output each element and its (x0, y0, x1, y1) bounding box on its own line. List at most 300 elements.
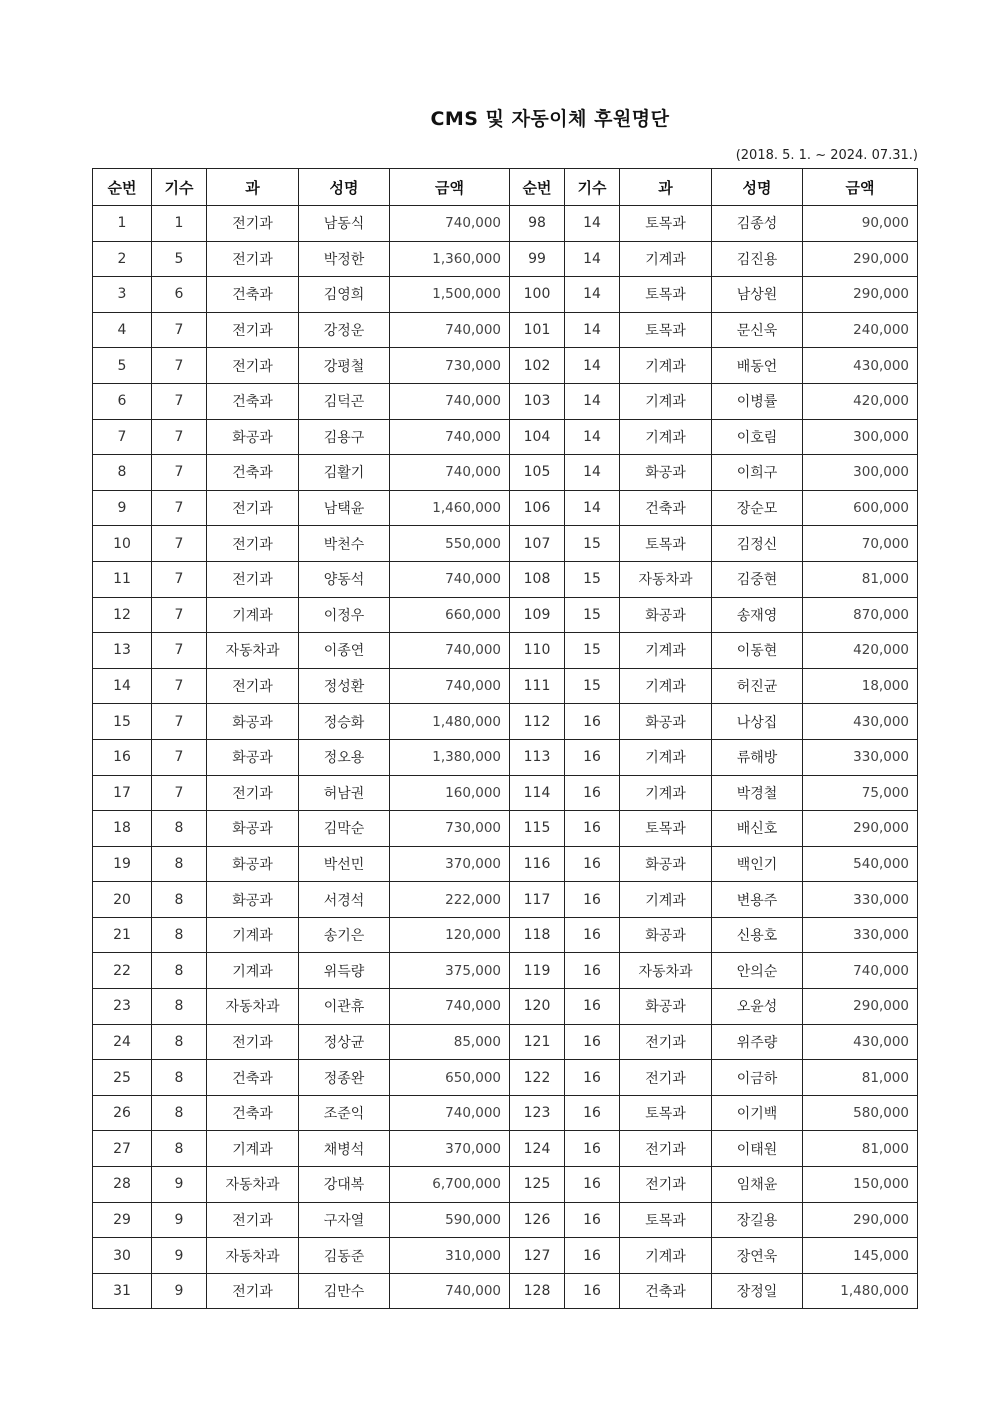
table-row (93, 312, 918, 348)
cell-amount-right: 540,000 (803, 846, 918, 882)
cell-cohort-left: 9 (152, 1273, 207, 1309)
cell-dept-right: 기계과 (620, 1238, 712, 1274)
cell-seq-left: 30 (93, 1238, 152, 1274)
cell-dept-left: 화공과 (207, 704, 299, 740)
cell-name-right: 김진용 (712, 241, 803, 277)
cell-name-left: 양동석 (299, 561, 390, 597)
table-row (93, 846, 918, 882)
cell-amount-left: 1,360,000 (390, 241, 510, 277)
cell-amount-right: 870,000 (803, 597, 918, 633)
cell-amount-right: 290,000 (803, 241, 918, 277)
cell-name-right: 이동현 (712, 633, 803, 669)
cell-dept-left: 건축과 (207, 277, 299, 313)
table-row (93, 206, 918, 242)
cell-dept-left: 건축과 (207, 383, 299, 419)
cell-name-left: 김활기 (299, 455, 390, 491)
cell-amount-right: 70,000 (803, 526, 918, 562)
cell-seq-left: 12 (93, 597, 152, 633)
cell-seq-right: 116 (510, 846, 565, 882)
cell-dept-right: 토목과 (620, 811, 712, 847)
table-row (93, 1095, 918, 1131)
cell-seq-right: 122 (510, 1060, 565, 1096)
cell-name-right: 김종성 (712, 206, 803, 242)
cell-amount-left: 375,000 (390, 953, 510, 989)
cell-amount-right: 600,000 (803, 490, 918, 526)
cell-dept-left: 전기과 (207, 526, 299, 562)
table-header-row (93, 169, 918, 206)
table-row (93, 526, 918, 562)
cell-amount-left: 550,000 (390, 526, 510, 562)
cell-name-left: 구자열 (299, 1202, 390, 1238)
cell-seq-right: 119 (510, 953, 565, 989)
cell-seq-left: 1 (93, 206, 152, 242)
cell-cohort-right: 16 (565, 953, 620, 989)
cell-amount-left: 660,000 (390, 597, 510, 633)
cell-cohort-left: 8 (152, 1131, 207, 1167)
cell-cohort-left: 7 (152, 704, 207, 740)
cell-dept-right: 화공과 (620, 597, 712, 633)
cell-name-right: 임채윤 (712, 1167, 803, 1203)
table-body (93, 206, 918, 1309)
table-row (93, 490, 918, 526)
table-row (93, 1167, 918, 1203)
cell-name-right: 이병률 (712, 383, 803, 419)
cell-amount-left: 740,000 (390, 561, 510, 597)
cell-name-right: 장길용 (712, 1202, 803, 1238)
cell-cohort-right: 16 (565, 704, 620, 740)
cell-name-right: 이금하 (712, 1060, 803, 1096)
cell-dept-right: 기계과 (620, 348, 712, 384)
cell-cohort-left: 8 (152, 953, 207, 989)
table-row (93, 455, 918, 491)
table-row (93, 989, 918, 1025)
cell-amount-right: 81,000 (803, 1131, 918, 1167)
cell-seq-right: 115 (510, 811, 565, 847)
cell-dept-left: 건축과 (207, 455, 299, 491)
cell-name-left: 김덕곤 (299, 383, 390, 419)
cell-seq-left: 18 (93, 811, 152, 847)
cell-cohort-right: 15 (565, 526, 620, 562)
cell-name-right: 류해방 (712, 739, 803, 775)
cell-name-left: 김영희 (299, 277, 390, 313)
cell-name-left: 김용구 (299, 419, 390, 455)
cell-name-right: 장정일 (712, 1273, 803, 1309)
cell-amount-left: 310,000 (390, 1238, 510, 1274)
cell-amount-left: 650,000 (390, 1060, 510, 1096)
cell-seq-right: 107 (510, 526, 565, 562)
cell-cohort-right: 14 (565, 206, 620, 242)
table-row (93, 917, 918, 953)
cell-cohort-left: 7 (152, 561, 207, 597)
cell-cohort-right: 16 (565, 1202, 620, 1238)
header-amount-2: 금액 (803, 169, 918, 206)
cell-cohort-right: 14 (565, 241, 620, 277)
table-row (93, 561, 918, 597)
cell-amount-right: 330,000 (803, 882, 918, 918)
cell-dept-left: 전기과 (207, 241, 299, 277)
cell-cohort-right: 16 (565, 989, 620, 1025)
cell-dept-left: 기계과 (207, 917, 299, 953)
cell-name-left: 채병석 (299, 1131, 390, 1167)
cell-seq-left: 23 (93, 989, 152, 1025)
cell-seq-left: 4 (93, 312, 152, 348)
cell-cohort-right: 14 (565, 490, 620, 526)
cell-dept-right: 건축과 (620, 490, 712, 526)
cell-cohort-left: 7 (152, 739, 207, 775)
cell-amount-right: 240,000 (803, 312, 918, 348)
cell-amount-right: 330,000 (803, 739, 918, 775)
cell-amount-left: 740,000 (390, 419, 510, 455)
cell-dept-left: 자동차과 (207, 1167, 299, 1203)
header-seq: 순번 (93, 169, 152, 206)
cell-name-left: 김동준 (299, 1238, 390, 1274)
cell-cohort-right: 16 (565, 1095, 620, 1131)
cell-seq-right: 118 (510, 917, 565, 953)
cell-amount-left: 1,480,000 (390, 704, 510, 740)
cell-dept-left: 자동차과 (207, 989, 299, 1025)
header-name: 성명 (299, 169, 390, 206)
cell-amount-left: 1,460,000 (390, 490, 510, 526)
cell-amount-left: 730,000 (390, 811, 510, 847)
cell-name-right: 백인기 (712, 846, 803, 882)
cell-name-left: 이종연 (299, 633, 390, 669)
header-cohort: 기수 (152, 169, 207, 206)
cell-name-right: 허진균 (712, 668, 803, 704)
cell-dept-left: 기계과 (207, 597, 299, 633)
cell-amount-right: 420,000 (803, 383, 918, 419)
cell-name-left: 김막순 (299, 811, 390, 847)
donor-roster-table (92, 168, 918, 1309)
cell-dept-right: 전기과 (620, 1024, 712, 1060)
cell-cohort-left: 7 (152, 597, 207, 633)
header-cohort-2: 기수 (565, 169, 620, 206)
cell-cohort-right: 16 (565, 1238, 620, 1274)
cell-cohort-left: 7 (152, 775, 207, 811)
cell-dept-left: 기계과 (207, 1131, 299, 1167)
cell-amount-left: 740,000 (390, 312, 510, 348)
table-row (93, 1060, 918, 1096)
cell-seq-right: 105 (510, 455, 565, 491)
cell-cohort-left: 7 (152, 526, 207, 562)
title-text: CMS 및 자동이체 후원명단 (430, 108, 670, 130)
cell-name-right: 나상집 (712, 704, 803, 740)
period-range: (2018. 5. 1. ~ 2024. 07.31.) (735, 148, 918, 163)
cell-name-left: 강대복 (299, 1167, 390, 1203)
cell-seq-right: 110 (510, 633, 565, 669)
cell-amount-left: 1,380,000 (390, 739, 510, 775)
cell-name-left: 박정한 (299, 241, 390, 277)
cell-dept-right: 자동차과 (620, 953, 712, 989)
cell-name-right: 오윤성 (712, 989, 803, 1025)
cell-dept-right: 기계과 (620, 668, 712, 704)
cell-amount-right: 290,000 (803, 277, 918, 313)
cell-name-left: 정승화 (299, 704, 390, 740)
cell-dept-left: 건축과 (207, 1095, 299, 1131)
cell-cohort-left: 8 (152, 989, 207, 1025)
cell-seq-left: 20 (93, 882, 152, 918)
cell-seq-right: 120 (510, 989, 565, 1025)
cell-name-right: 배동언 (712, 348, 803, 384)
cell-amount-left: 85,000 (390, 1024, 510, 1060)
cell-name-right: 이희구 (712, 455, 803, 491)
cell-amount-right: 290,000 (803, 811, 918, 847)
cell-seq-left: 8 (93, 455, 152, 491)
cell-amount-left: 370,000 (390, 846, 510, 882)
cell-dept-left: 전기과 (207, 561, 299, 597)
cell-name-right: 송재영 (712, 597, 803, 633)
table-row (93, 348, 918, 384)
cell-name-left: 정종완 (299, 1060, 390, 1096)
cell-cohort-left: 8 (152, 882, 207, 918)
cell-dept-right: 전기과 (620, 1060, 712, 1096)
cell-seq-right: 113 (510, 739, 565, 775)
cell-seq-left: 7 (93, 419, 152, 455)
cell-seq-right: 102 (510, 348, 565, 384)
cell-amount-left: 120,000 (390, 917, 510, 953)
cell-amount-left: 740,000 (390, 206, 510, 242)
cell-seq-left: 15 (93, 704, 152, 740)
cell-seq-left: 11 (93, 561, 152, 597)
cell-name-left: 남동식 (299, 206, 390, 242)
cell-name-left: 남택윤 (299, 490, 390, 526)
cell-name-left: 정오용 (299, 739, 390, 775)
cell-seq-left: 5 (93, 348, 152, 384)
cell-dept-left: 전기과 (207, 1273, 299, 1309)
cell-amount-right: 1,480,000 (803, 1273, 918, 1309)
cell-dept-right: 기계과 (620, 241, 712, 277)
cell-seq-right: 106 (510, 490, 565, 526)
cell-cohort-left: 7 (152, 419, 207, 455)
cell-cohort-right: 16 (565, 811, 620, 847)
cell-dept-right: 화공과 (620, 989, 712, 1025)
table-row (93, 1131, 918, 1167)
cell-name-left: 송기은 (299, 917, 390, 953)
cell-amount-right: 81,000 (803, 1060, 918, 1096)
cell-dept-left: 전기과 (207, 775, 299, 811)
cell-name-right: 배신호 (712, 811, 803, 847)
cell-seq-right: 121 (510, 1024, 565, 1060)
cell-cohort-left: 7 (152, 668, 207, 704)
header-dept-2: 과 (620, 169, 712, 206)
cell-dept-left: 자동차과 (207, 633, 299, 669)
cell-seq-left: 13 (93, 633, 152, 669)
cell-seq-right: 111 (510, 668, 565, 704)
cell-cohort-right: 16 (565, 1060, 620, 1096)
cell-seq-left: 31 (93, 1273, 152, 1309)
cell-amount-left: 740,000 (390, 1273, 510, 1309)
cell-dept-right: 화공과 (620, 704, 712, 740)
table-row (93, 633, 918, 669)
cell-cohort-left: 8 (152, 1060, 207, 1096)
header-amount: 금액 (390, 169, 510, 206)
cell-cohort-right: 16 (565, 917, 620, 953)
cell-dept-left: 화공과 (207, 882, 299, 918)
cell-cohort-right: 16 (565, 882, 620, 918)
cell-seq-left: 22 (93, 953, 152, 989)
table-row (93, 953, 918, 989)
cell-amount-left: 1,500,000 (390, 277, 510, 313)
cell-seq-left: 28 (93, 1167, 152, 1203)
cell-name-right: 이기백 (712, 1095, 803, 1131)
cell-cohort-right: 14 (565, 348, 620, 384)
cell-seq-left: 27 (93, 1131, 152, 1167)
cell-amount-right: 430,000 (803, 1024, 918, 1060)
table-row (93, 882, 918, 918)
cell-cohort-left: 8 (152, 811, 207, 847)
cell-name-right: 장연욱 (712, 1238, 803, 1274)
cell-dept-left: 자동차과 (207, 1238, 299, 1274)
cell-dept-right: 기계과 (620, 739, 712, 775)
table-row (93, 277, 918, 313)
cell-seq-right: 128 (510, 1273, 565, 1309)
cell-dept-right: 화공과 (620, 455, 712, 491)
cell-name-right: 변용주 (712, 882, 803, 918)
table-row (93, 811, 918, 847)
cell-cohort-right: 14 (565, 455, 620, 491)
cell-dept-right: 전기과 (620, 1131, 712, 1167)
cell-amount-right: 75,000 (803, 775, 918, 811)
cell-cohort-left: 7 (152, 633, 207, 669)
cell-seq-right: 123 (510, 1095, 565, 1131)
cell-name-left: 허남권 (299, 775, 390, 811)
cell-seq-right: 124 (510, 1131, 565, 1167)
cell-amount-right: 290,000 (803, 989, 918, 1025)
cell-seq-left: 19 (93, 846, 152, 882)
cell-seq-right: 117 (510, 882, 565, 918)
cell-seq-right: 103 (510, 383, 565, 419)
cell-seq-left: 25 (93, 1060, 152, 1096)
cell-name-left: 조준익 (299, 1095, 390, 1131)
cell-seq-left: 17 (93, 775, 152, 811)
cell-name-left: 강정운 (299, 312, 390, 348)
cell-seq-left: 24 (93, 1024, 152, 1060)
cell-amount-left: 740,000 (390, 989, 510, 1025)
cell-dept-right: 화공과 (620, 917, 712, 953)
cell-amount-right: 300,000 (803, 455, 918, 491)
table-row (93, 1202, 918, 1238)
cell-dept-left: 기계과 (207, 953, 299, 989)
cell-cohort-left: 9 (152, 1202, 207, 1238)
cell-seq-right: 112 (510, 704, 565, 740)
cell-amount-right: 18,000 (803, 668, 918, 704)
cell-cohort-right: 16 (565, 739, 620, 775)
cell-amount-right: 290,000 (803, 1202, 918, 1238)
cell-cohort-left: 9 (152, 1167, 207, 1203)
cell-cohort-right: 15 (565, 597, 620, 633)
cell-cohort-right: 15 (565, 668, 620, 704)
cell-seq-right: 108 (510, 561, 565, 597)
cell-seq-right: 104 (510, 419, 565, 455)
cell-amount-left: 740,000 (390, 633, 510, 669)
cell-cohort-right: 14 (565, 419, 620, 455)
document-title (0, 104, 860, 131)
cell-name-right: 박경철 (712, 775, 803, 811)
cell-seq-left: 9 (93, 490, 152, 526)
cell-seq-right: 126 (510, 1202, 565, 1238)
cell-seq-left: 16 (93, 739, 152, 775)
table-row (93, 1273, 918, 1309)
cell-cohort-left: 7 (152, 490, 207, 526)
cell-cohort-left: 7 (152, 383, 207, 419)
cell-amount-right: 430,000 (803, 348, 918, 384)
cell-amount-left: 740,000 (390, 668, 510, 704)
cell-seq-right: 109 (510, 597, 565, 633)
cell-name-right: 이호림 (712, 419, 803, 455)
cell-cohort-right: 16 (565, 1273, 620, 1309)
table-row (93, 775, 918, 811)
table-row (93, 1238, 918, 1274)
cell-name-left: 위득량 (299, 953, 390, 989)
cell-amount-right: 90,000 (803, 206, 918, 242)
cell-cohort-left: 5 (152, 241, 207, 277)
cell-cohort-right: 14 (565, 277, 620, 313)
cell-name-right: 김정신 (712, 526, 803, 562)
header-dept: 과 (207, 169, 299, 206)
cell-dept-right: 토목과 (620, 526, 712, 562)
cell-name-left: 박천수 (299, 526, 390, 562)
cell-amount-left: 740,000 (390, 1095, 510, 1131)
table-row (93, 419, 918, 455)
cell-dept-left: 전기과 (207, 1202, 299, 1238)
cell-seq-right: 101 (510, 312, 565, 348)
header-name-2: 성명 (712, 169, 803, 206)
cell-amount-left: 6,700,000 (390, 1167, 510, 1203)
cell-cohort-right: 14 (565, 312, 620, 348)
cell-dept-right: 토목과 (620, 206, 712, 242)
cell-dept-left: 전기과 (207, 1024, 299, 1060)
cell-dept-right: 자동차과 (620, 561, 712, 597)
cell-amount-left: 160,000 (390, 775, 510, 811)
cell-name-right: 남상원 (712, 277, 803, 313)
cell-seq-right: 99 (510, 241, 565, 277)
table-row (93, 1024, 918, 1060)
cell-dept-left: 화공과 (207, 846, 299, 882)
cell-cohort-right: 15 (565, 561, 620, 597)
cell-cohort-right: 16 (565, 1131, 620, 1167)
table-row (93, 597, 918, 633)
cell-amount-left: 740,000 (390, 455, 510, 491)
cell-seq-left: 2 (93, 241, 152, 277)
cell-cohort-left: 7 (152, 455, 207, 491)
table-row (93, 704, 918, 740)
cell-dept-left: 전기과 (207, 668, 299, 704)
cell-amount-left: 370,000 (390, 1131, 510, 1167)
table-row (93, 739, 918, 775)
cell-dept-left: 전기과 (207, 206, 299, 242)
cell-amount-left: 740,000 (390, 383, 510, 419)
header-seq-2: 순번 (510, 169, 565, 206)
cell-name-left: 정성환 (299, 668, 390, 704)
cell-dept-right: 기계과 (620, 419, 712, 455)
cell-amount-right: 81,000 (803, 561, 918, 597)
cell-seq-right: 98 (510, 206, 565, 242)
cell-cohort-left: 7 (152, 348, 207, 384)
cell-seq-right: 127 (510, 1238, 565, 1274)
cell-amount-right: 430,000 (803, 704, 918, 740)
cell-cohort-right: 15 (565, 633, 620, 669)
cell-seq-left: 6 (93, 383, 152, 419)
cell-cohort-left: 1 (152, 206, 207, 242)
cell-amount-right: 145,000 (803, 1238, 918, 1274)
cell-seq-left: 29 (93, 1202, 152, 1238)
cell-name-left: 정상균 (299, 1024, 390, 1060)
cell-amount-right: 300,000 (803, 419, 918, 455)
cell-cohort-right: 16 (565, 846, 620, 882)
cell-dept-right: 토목과 (620, 312, 712, 348)
cell-name-right: 이태원 (712, 1131, 803, 1167)
cell-name-right: 위주량 (712, 1024, 803, 1060)
cell-name-right: 신용호 (712, 917, 803, 953)
